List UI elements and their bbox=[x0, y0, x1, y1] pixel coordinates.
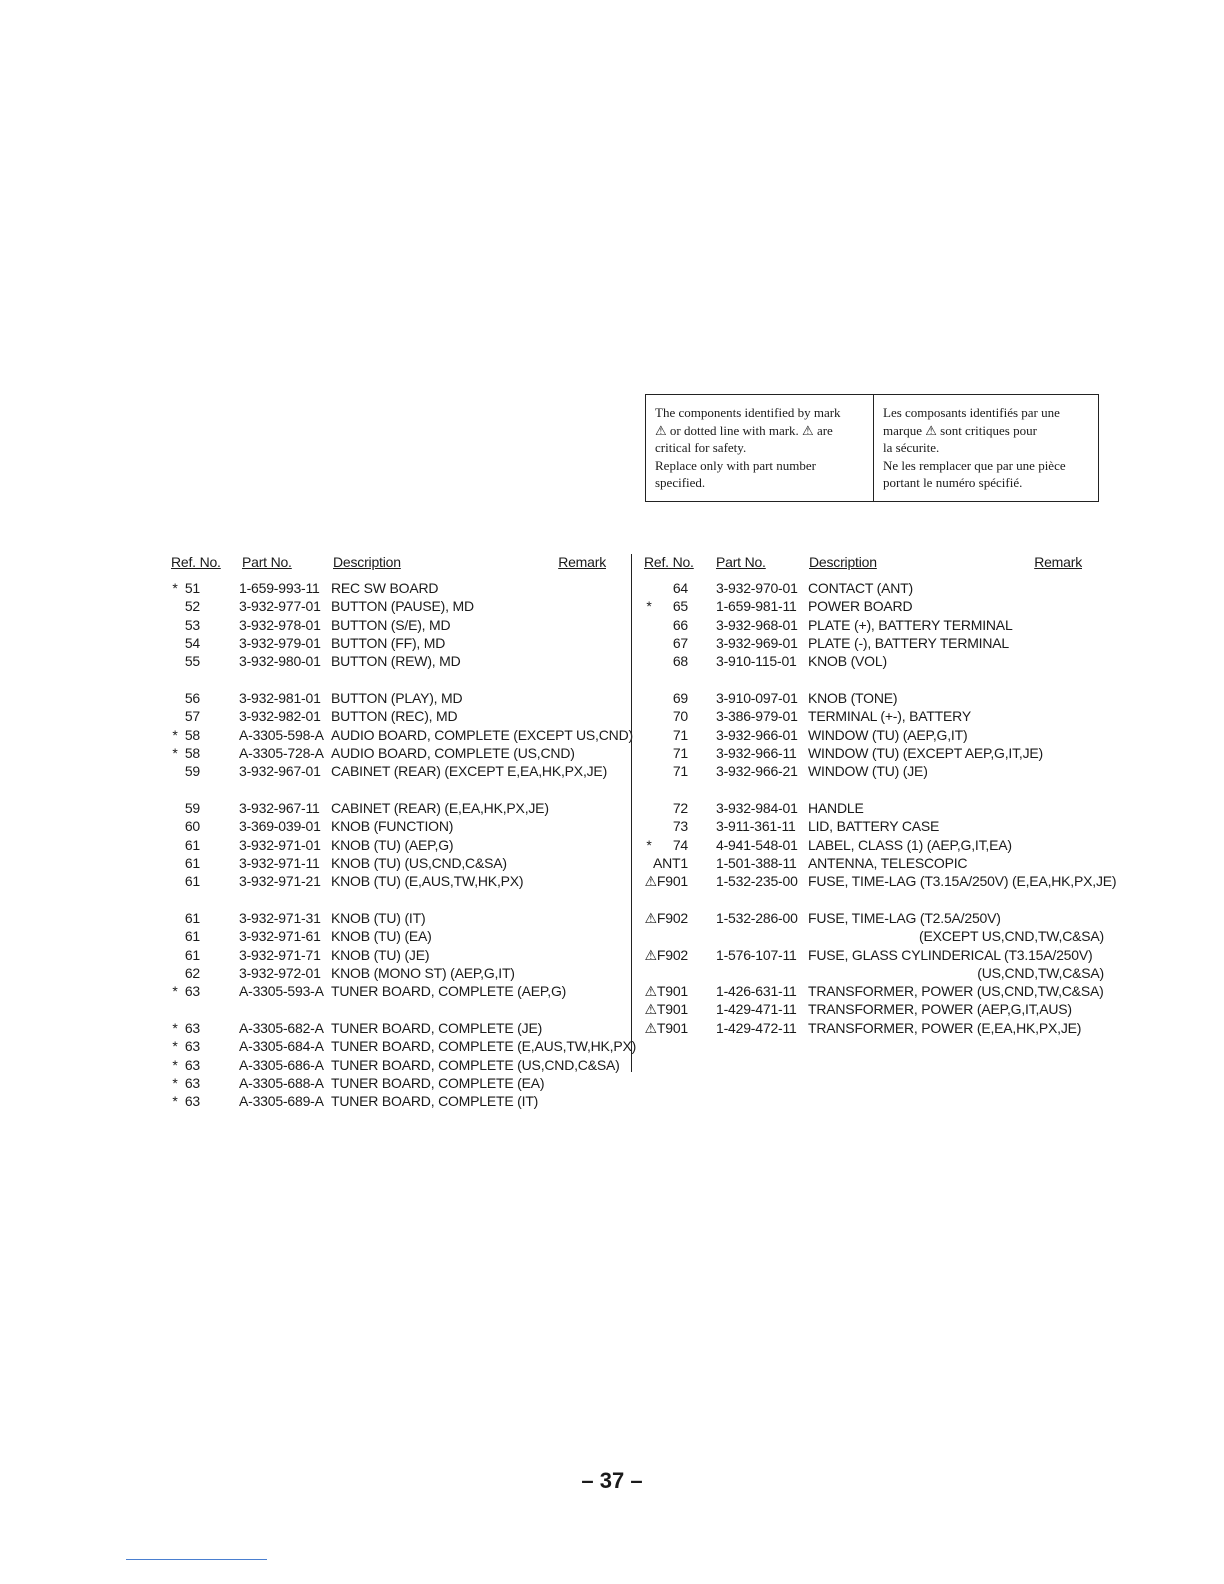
parts-row bbox=[160, 1056, 620, 1075]
part-no: 1-659-981-11 bbox=[716, 598, 797, 615]
new-part-mark: * bbox=[172, 1093, 178, 1110]
ref-no: ⚠T901 bbox=[644, 1001, 688, 1018]
ref-no: 63 bbox=[184, 1093, 200, 1110]
parts-row bbox=[634, 1001, 1104, 1019]
ref-no: 61 bbox=[184, 909, 200, 926]
description: KNOB (TU) (IT) bbox=[331, 909, 426, 926]
header-remark: Remark bbox=[558, 554, 606, 570]
ref-no: 69 bbox=[672, 689, 688, 706]
ref-no: 70 bbox=[672, 708, 688, 725]
part-no: 3-932-971-71 bbox=[239, 946, 321, 963]
parts-group bbox=[160, 580, 616, 671]
ref-no: 74 bbox=[672, 836, 688, 853]
description: BUTTON (REW), MD bbox=[331, 653, 461, 670]
part-no: 3-932-967-01 bbox=[239, 763, 321, 780]
ref-no: 63 bbox=[184, 1019, 200, 1036]
header-part-no: Part No. bbox=[242, 554, 292, 570]
parts-row bbox=[634, 873, 1117, 891]
parts-group bbox=[634, 799, 1117, 891]
parts-row bbox=[160, 1075, 616, 1093]
ref-no: 73 bbox=[672, 818, 688, 835]
parts-row bbox=[634, 947, 1104, 965]
column-divider bbox=[631, 554, 632, 1072]
description: KNOB (TU) (AEP,G) bbox=[331, 836, 454, 853]
description: KNOB (TU) (US,CND,C&SA) bbox=[331, 854, 507, 871]
part-no: 1-532-286-00 bbox=[716, 909, 798, 926]
parts-list-left bbox=[160, 554, 637, 1130]
parts-row bbox=[160, 818, 616, 836]
description: TRANSFORMER, POWER (E,EA,HK,PX,JE) bbox=[808, 1019, 1082, 1036]
part-no: 3-932-968-01 bbox=[716, 616, 798, 633]
header-remark: Remark bbox=[1034, 554, 1082, 570]
ref-no: 67 bbox=[672, 634, 688, 651]
parts-row bbox=[160, 708, 616, 726]
part-no: 3-932-984-01 bbox=[716, 799, 798, 816]
part-no: 3-932-980-01 bbox=[239, 653, 321, 670]
parts-row bbox=[160, 947, 616, 965]
new-part-mark: * bbox=[646, 598, 652, 615]
description: HANDLE bbox=[808, 799, 864, 816]
part-no: 3-932-979-01 bbox=[239, 634, 321, 651]
description: BUTTON (S/E), MD bbox=[331, 616, 451, 633]
safety-notice bbox=[645, 394, 1099, 502]
new-part-mark: * bbox=[172, 1038, 178, 1055]
part-no: 3-932-977-01 bbox=[239, 598, 321, 615]
part-no: A-3305-682-A bbox=[239, 1019, 324, 1036]
ref-no: 71 bbox=[672, 744, 688, 761]
part-no: 3-932-966-01 bbox=[716, 726, 798, 743]
parts-group bbox=[160, 800, 616, 891]
description: FUSE, TIME-LAG (T2.5A/250V) bbox=[808, 909, 1001, 926]
parts-group bbox=[160, 689, 633, 781]
new-part-mark: * bbox=[172, 580, 178, 596]
part-no: 3-932-982-01 bbox=[239, 708, 321, 725]
parts-row bbox=[160, 598, 616, 616]
part-no: 1-659-993-11 bbox=[239, 580, 320, 596]
part-no: 3-932-972-01 bbox=[239, 964, 321, 981]
description: LABEL, CLASS (1) (AEP,G,IT,EA) bbox=[808, 836, 1012, 853]
parts-row bbox=[634, 818, 1104, 836]
parts-row bbox=[160, 983, 616, 1001]
description: BUTTON (FF), MD bbox=[331, 634, 446, 651]
description: TUNER BOARD, COMPLETE (EA) bbox=[331, 1074, 545, 1091]
header-ref-no: Ref. No. bbox=[644, 554, 694, 570]
ref-no: 63 bbox=[184, 983, 200, 1000]
description: TUNER BOARD, COMPLETE (US,CND,C&SA) bbox=[331, 1056, 620, 1073]
parts-row bbox=[160, 635, 616, 653]
header-description: Description bbox=[809, 554, 877, 570]
parts-row bbox=[160, 837, 616, 855]
page-number: – 37 – bbox=[581, 1468, 643, 1493]
description: TUNER BOARD, COMPLETE (IT) bbox=[331, 1093, 539, 1110]
description: BUTTON (REC), MD bbox=[331, 708, 458, 725]
part-no: 3-932-971-61 bbox=[239, 928, 321, 945]
description: KNOB (TU) (JE) bbox=[331, 946, 430, 963]
ref-no: 72 bbox=[672, 799, 688, 816]
description: KNOB (MONO ST) (AEP,G,IT) bbox=[331, 964, 515, 981]
part-no: A-3305-686-A bbox=[239, 1056, 324, 1073]
ref-no: 62 bbox=[184, 964, 200, 981]
description: KNOB (FUNCTION) bbox=[331, 818, 454, 835]
ref-no: ⚠F902 bbox=[644, 946, 688, 963]
ref-no: 57 bbox=[184, 708, 200, 725]
column-headers bbox=[634, 554, 1104, 580]
ref-no: 71 bbox=[672, 763, 688, 780]
part-no: 1-429-471-11 bbox=[716, 1001, 797, 1018]
part-no: 3-910-097-01 bbox=[716, 689, 798, 706]
ref-no: 63 bbox=[184, 1038, 200, 1055]
parts-row bbox=[634, 1020, 1104, 1038]
description: TRANSFORMER, POWER (AEP,G,IT,AUS) bbox=[808, 1001, 1072, 1018]
parts-row bbox=[634, 928, 1104, 946]
parts-group bbox=[634, 910, 1104, 1038]
parts-row bbox=[634, 983, 1104, 1001]
new-part-mark: * bbox=[172, 744, 178, 761]
part-no: 1-576-107-11 bbox=[716, 946, 797, 963]
parts-row bbox=[160, 928, 616, 946]
part-no: 3-932-981-01 bbox=[239, 689, 321, 706]
description: BUTTON (PLAY), MD bbox=[331, 689, 463, 706]
parts-row bbox=[160, 873, 616, 891]
header-ref-no: Ref. No. bbox=[171, 554, 221, 570]
part-no: 3-932-966-21 bbox=[716, 763, 798, 780]
part-no: A-3305-689-A bbox=[239, 1093, 324, 1110]
part-no: 3-932-969-01 bbox=[716, 634, 798, 651]
description: TUNER BOARD, COMPLETE (E,AUS,TW,HK,PX) bbox=[331, 1038, 637, 1055]
part-no: 3-932-971-11 bbox=[239, 854, 320, 871]
ref-no: ⚠F901 bbox=[644, 873, 688, 890]
description: FUSE, TIME-LAG (T3.15A/250V) (E,EA,HK,PX,JE) bbox=[808, 873, 1117, 890]
parts-group bbox=[634, 690, 1104, 781]
description: AUDIO BOARD, COMPLETE (US,CND) bbox=[331, 744, 575, 761]
parts-row bbox=[160, 745, 616, 763]
part-no: 1-426-631-11 bbox=[716, 983, 797, 1000]
parts-row bbox=[634, 708, 1104, 726]
new-part-mark: * bbox=[172, 726, 178, 743]
ref-no: 63 bbox=[184, 1074, 200, 1091]
description: CABINET (REAR) (E,EA,HK,PX,JE) bbox=[331, 799, 549, 816]
ref-no: 55 bbox=[184, 653, 200, 670]
safety-notice-english: The components identified by mark ⚠ or dotted line with mark. ⚠ are critical for safety. Replace only with part number specified. bbox=[646, 395, 874, 501]
description: PLATE (-), BATTERY TERMINAL bbox=[808, 634, 1010, 651]
part-no: 1-501-388-11 bbox=[716, 854, 797, 871]
remark-continuation: (US,CND,TW,C&SA) bbox=[977, 964, 1104, 981]
parts-row bbox=[634, 653, 1104, 671]
ref-no: 66 bbox=[672, 616, 688, 633]
part-no: 3-910-115-01 bbox=[716, 653, 797, 670]
ref-no: 64 bbox=[672, 580, 688, 596]
ref-no: 60 bbox=[184, 818, 200, 835]
ref-no: 63 bbox=[184, 1056, 200, 1073]
description: TUNER BOARD, COMPLETE (AEP,G) bbox=[331, 983, 567, 1000]
parts-row bbox=[160, 1020, 616, 1038]
parts-row bbox=[634, 635, 1104, 653]
parts-group bbox=[634, 580, 1104, 671]
parts-row bbox=[160, 690, 616, 708]
part-no: A-3305-728-A bbox=[239, 744, 324, 761]
parts-row bbox=[160, 855, 616, 873]
ref-no: 59 bbox=[184, 799, 200, 816]
part-no: A-3305-598-A bbox=[239, 726, 324, 743]
parts-row bbox=[634, 598, 1104, 616]
new-part-mark: * bbox=[172, 1056, 178, 1073]
parts-row bbox=[634, 617, 1104, 635]
description: KNOB (VOL) bbox=[808, 653, 887, 670]
ref-no: 61 bbox=[184, 873, 200, 890]
new-part-mark: * bbox=[646, 836, 652, 853]
description: AUDIO BOARD, COMPLETE (EXCEPT US,CND) bbox=[331, 726, 633, 743]
parts-row bbox=[634, 910, 1104, 928]
part-no: 3-932-978-01 bbox=[239, 616, 321, 633]
description: ANTENNA, TELESCOPIC bbox=[808, 854, 968, 871]
new-part-mark: * bbox=[172, 1019, 178, 1036]
ref-no: 59 bbox=[184, 763, 200, 780]
description: LID, BATTERY CASE bbox=[808, 818, 940, 835]
part-no: 3-932-971-31 bbox=[239, 909, 321, 926]
header-part-no: Part No. bbox=[716, 554, 766, 570]
column-headers bbox=[160, 554, 616, 580]
part-no: 3-932-967-11 bbox=[239, 799, 320, 816]
header-description: Description bbox=[333, 554, 401, 570]
parts-row bbox=[634, 800, 1104, 818]
part-no: 3-386-979-01 bbox=[716, 708, 798, 725]
part-no: A-3305-593-A bbox=[239, 983, 324, 1000]
parts-row bbox=[634, 855, 1104, 873]
ref-no: 52 bbox=[184, 598, 200, 615]
description: KNOB (TONE) bbox=[808, 689, 898, 706]
parts-group bbox=[160, 1019, 637, 1111]
ref-no: 54 bbox=[184, 634, 200, 651]
ref-no: 71 bbox=[672, 726, 688, 743]
part-no: A-3305-684-A bbox=[239, 1038, 324, 1055]
parts-row bbox=[160, 910, 616, 928]
description: PLATE (+), BATTERY TERMINAL bbox=[808, 616, 1013, 633]
ref-no: 61 bbox=[184, 854, 200, 871]
part-no: 3-932-971-01 bbox=[239, 836, 321, 853]
ref-no: ⚠T901 bbox=[644, 983, 688, 1000]
description: CABINET (REAR) (EXCEPT E,EA,HK,PX,JE) bbox=[331, 763, 608, 780]
part-no: 4-941-548-01 bbox=[716, 836, 798, 853]
ref-no: 61 bbox=[184, 836, 200, 853]
description: TUNER BOARD, COMPLETE (JE) bbox=[331, 1019, 543, 1036]
description: WINDOW (TU) (EXCEPT AEP,G,IT,JE) bbox=[808, 744, 1043, 761]
part-no: 3-911-361-11 bbox=[716, 818, 796, 835]
ref-no: 53 bbox=[184, 616, 200, 633]
ref-no: 65 bbox=[672, 598, 688, 615]
description: BUTTON (PAUSE), MD bbox=[331, 598, 474, 615]
parts-row bbox=[160, 1038, 637, 1056]
parts-group bbox=[160, 910, 616, 1001]
new-part-mark: * bbox=[172, 1074, 178, 1091]
ref-no: 61 bbox=[184, 928, 200, 945]
ref-no: 68 bbox=[672, 653, 688, 670]
parts-row bbox=[160, 653, 616, 671]
description: POWER BOARD bbox=[808, 598, 913, 615]
parts-row bbox=[634, 965, 1104, 983]
parts-row bbox=[160, 580, 616, 598]
description: WINDOW (TU) (AEP,G,IT) bbox=[808, 726, 968, 743]
description: KNOB (TU) (E,AUS,TW,HK,PX) bbox=[331, 873, 524, 890]
parts-row bbox=[160, 1093, 616, 1111]
parts-row bbox=[634, 837, 1104, 855]
parts-row bbox=[634, 727, 1104, 745]
parts-row bbox=[634, 763, 1104, 781]
parts-row bbox=[160, 800, 616, 818]
parts-row bbox=[634, 745, 1104, 763]
description: CONTACT (ANT) bbox=[808, 580, 913, 596]
part-no: 1-532-235-00 bbox=[716, 873, 798, 890]
new-part-mark: * bbox=[172, 983, 178, 1000]
ref-no: 51 bbox=[184, 580, 200, 596]
part-no: 3-932-970-01 bbox=[716, 580, 798, 596]
ref-no: ⚠F902 bbox=[644, 909, 688, 926]
ref-no: ⚠T901 bbox=[644, 1019, 688, 1036]
parts-row bbox=[634, 580, 1104, 598]
description: REC SW BOARD bbox=[331, 580, 439, 596]
footer-rule bbox=[126, 1559, 267, 1560]
ref-no: 58 bbox=[184, 726, 200, 743]
parts-list-right bbox=[634, 554, 1117, 1057]
parts-row bbox=[160, 763, 616, 781]
description: TERMINAL (+-), BATTERY bbox=[808, 708, 971, 725]
parts-row bbox=[634, 690, 1104, 708]
parts-row bbox=[160, 726, 633, 745]
description: WINDOW (TU) (JE) bbox=[808, 763, 928, 780]
ref-no: 58 bbox=[184, 744, 200, 761]
part-no: 3-932-966-11 bbox=[716, 744, 797, 761]
parts-row bbox=[160, 617, 616, 635]
part-no: A-3305-688-A bbox=[239, 1074, 324, 1091]
remark-continuation: (EXCEPT US,CND,TW,C&SA) bbox=[919, 928, 1104, 945]
ref-no: 56 bbox=[184, 689, 200, 706]
parts-row bbox=[160, 965, 616, 983]
description: FUSE, GLASS CYLINDERICAL (T3.15A/250V) bbox=[808, 946, 1093, 963]
ref-no: 61 bbox=[184, 946, 200, 963]
part-no: 1-429-472-11 bbox=[716, 1019, 797, 1036]
description: TRANSFORMER, POWER (US,CND,TW,C&SA) bbox=[808, 983, 1104, 1000]
ref-no: ANT1 bbox=[653, 854, 688, 871]
part-no: 3-932-971-21 bbox=[239, 873, 321, 890]
description: KNOB (TU) (EA) bbox=[331, 928, 432, 945]
safety-notice-french: Les composants identifiés par une marque ⚠ sont critiques pour la sécurite. Ne les remplacer que par une pièce portant le numéro spécifié. bbox=[883, 405, 1066, 490]
part-no: 3-369-039-01 bbox=[239, 818, 321, 835]
